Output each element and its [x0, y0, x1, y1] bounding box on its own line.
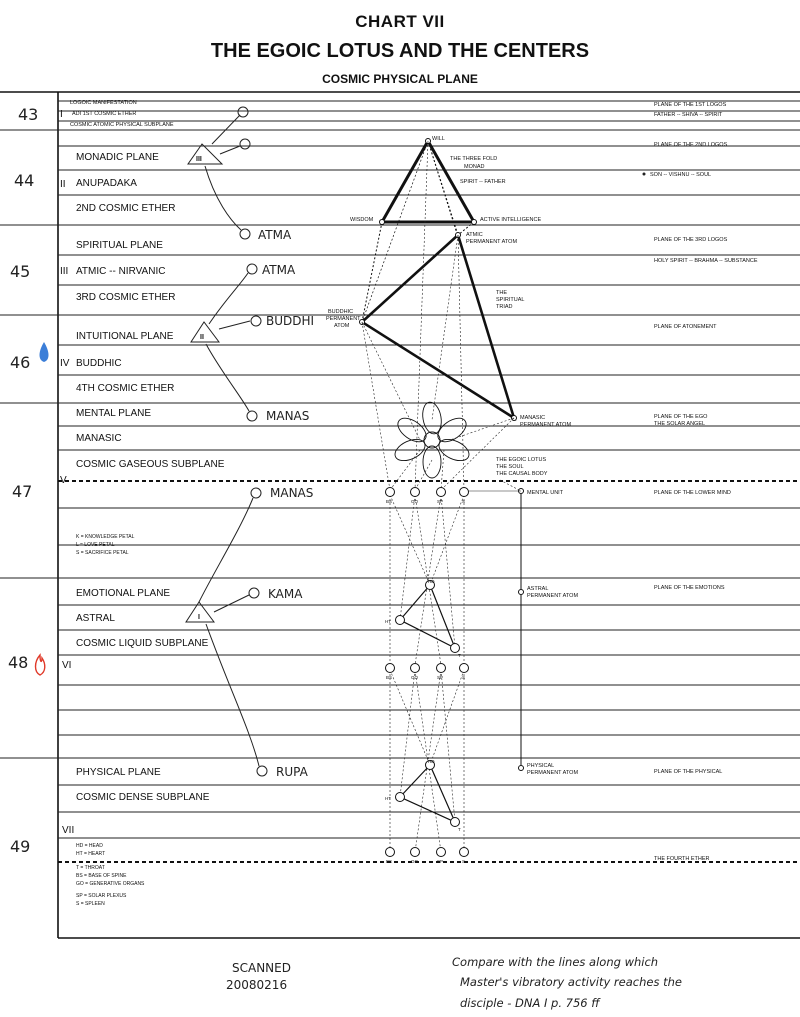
- label-lotus-1: THE EGOIC LOTUS: [496, 457, 547, 463]
- number-48: 48: [8, 653, 29, 672]
- label-will: WILL: [432, 136, 445, 142]
- hand-kama: KAMA: [268, 587, 303, 601]
- center-legend-ht: HT = HEART: [76, 851, 106, 857]
- hand-manas1: MANAS: [266, 409, 310, 423]
- center-circles: [386, 488, 469, 857]
- note-line-1: Compare with the lines along which: [452, 955, 659, 969]
- compare-note: [452, 955, 682, 1010]
- label-atmic: ATMIC -- NIRVANIC: [76, 266, 166, 277]
- roman-iii: III: [60, 266, 69, 277]
- chart-label: CHART VII: [355, 12, 445, 31]
- label-lotus-2: THE SOUL: [496, 464, 524, 470]
- center-legend-hd: HD = HEAD: [76, 843, 103, 849]
- hand-scanned: SCANNED: [232, 961, 291, 975]
- label-ht-astral: HT: [385, 619, 391, 624]
- label-manasic-atom-1: MANASIC: [520, 415, 546, 421]
- label-intuitional: INTUITIONAL PLANE: [76, 331, 174, 342]
- label-astral-atom-1: ASTRAL: [527, 586, 549, 592]
- label-cosmic-ether-2: 2ND COSMIC ETHER: [76, 203, 176, 214]
- label-adi: ADI 1ST COSMIC ETHER: [72, 111, 137, 117]
- right-solar-angel: THE SOLAR ANGEL: [654, 421, 706, 427]
- number-44: 44: [14, 171, 35, 190]
- roman-vii: VII: [62, 825, 75, 836]
- right-ego: PLANE OF THE EGO: [654, 414, 708, 420]
- chart-subtitle: COSMIC PHYSICAL PLANE: [322, 72, 478, 86]
- hand-atma2: ATMA: [262, 263, 296, 277]
- petal-legend-l: L = LOVE PETAL: [76, 542, 115, 548]
- label-triad-1: THE: [496, 290, 507, 296]
- label-logoic: LOGOIC MANIFESTATION: [70, 100, 137, 106]
- label-bs-mental: BS: [386, 499, 393, 504]
- right-logos1: PLANE OF THE 1ST LOGOS: [654, 102, 727, 108]
- center-triangles: [400, 585, 455, 822]
- label-s-astral: S: [462, 675, 466, 680]
- label-cosmic-liquid: COSMIC LIQUID SUBPLANE: [76, 638, 209, 649]
- label-cosmic-ether-3: 3RD COSMIC ETHER: [76, 292, 176, 303]
- roman-ii: II: [60, 179, 66, 190]
- right-physical: PLANE OF THE PHYSICAL: [654, 769, 723, 775]
- left-symbol-chain: [186, 107, 267, 776]
- hand-atma1: ATMA: [258, 228, 292, 242]
- right-son: SON -- VISHNU -- SOUL: [650, 172, 712, 178]
- label-physical: PHYSICAL PLANE: [76, 767, 161, 778]
- hand-manas2: MANAS: [270, 486, 314, 500]
- label-cosmic-gaseous: COSMIC GASEOUS SUBPLANE: [76, 459, 225, 470]
- roman-iv: IV: [60, 358, 70, 369]
- number-46: 46: [10, 353, 31, 372]
- right-fourth-ether: THE FOURTH ETHER: [654, 856, 710, 862]
- label-bs-astral: BS: [386, 675, 393, 680]
- label-sp-physical: SP: [437, 859, 444, 864]
- center-legend-sp: SP = SOLAR PLEXUS: [76, 893, 127, 899]
- label-physical-atom-2: PERMANENT ATOM: [527, 770, 579, 776]
- label-sp-mental: SP: [437, 499, 444, 504]
- right-father: FATHER -- SHIVA -- SPIRIT: [654, 112, 723, 118]
- center-legend-s: S = SPLEEN: [76, 901, 105, 907]
- label-cosmic-ether-4: 4TH COSMIC ETHER: [76, 383, 175, 394]
- circle-dot-kama: [249, 588, 259, 598]
- right-lower-mind: PLANE OF THE LOWER MIND: [654, 490, 731, 496]
- label-buddhic-atom-2: PERMANENT: [326, 316, 361, 322]
- label-astral-atom-2: PERMANENT ATOM: [527, 593, 579, 599]
- egoic-lotus: [392, 401, 473, 478]
- label-hd-physical: HD: [428, 759, 435, 764]
- handwritten-labels: [258, 228, 314, 779]
- label-mental: MENTAL PLANE: [76, 408, 152, 419]
- label-atmic-atom-1: ATMIC: [466, 232, 483, 238]
- label-go-physical: GO: [411, 859, 419, 864]
- circle-dot-atma1: [240, 229, 250, 239]
- label-go-mental: GO: [411, 499, 419, 504]
- label-spiritual: SPIRITUAL PLANE: [76, 240, 163, 251]
- hand-rupa: RUPA: [276, 765, 308, 779]
- number-47: 47: [12, 482, 33, 501]
- center-legend: [76, 843, 145, 907]
- label-ht-physical: HT: [385, 796, 391, 801]
- right-logos3: PLANE OF THE 3RD LOGOS: [654, 237, 728, 243]
- petal-legend-s: S = SACRIFICE PETAL: [76, 550, 129, 556]
- label-buddhic: BUDDHIC: [76, 358, 122, 369]
- label-manasic-atom-2: PERMANENT ATOM: [520, 422, 572, 428]
- right-logos2: PLANE OF THE 2ND LOGOS: [654, 142, 728, 148]
- circle-dot-atma2: [247, 264, 257, 274]
- label-astral: ASTRAL: [76, 613, 115, 624]
- center-abbrev-labels: [385, 499, 465, 864]
- triangle-iii: [188, 144, 222, 164]
- label-cosmic-dense: COSMIC DENSE SUBPLANE: [76, 792, 210, 803]
- left-numbers: [8, 105, 38, 856]
- label-atmic-atom-2: PERMANENT ATOM: [466, 239, 518, 245]
- center-legend-t: T = THROAT: [76, 865, 105, 871]
- circle-dot-manas2: [251, 488, 261, 498]
- chart-title: THE EGOIC LOTUS AND THE CENTERS: [210, 40, 590, 62]
- number-45: 45: [10, 262, 31, 281]
- label-buddhic-atom-3: ATOM: [334, 323, 350, 329]
- label-manasic: MANASIC: [76, 433, 122, 444]
- label-wisdom: WISDOM: [350, 217, 374, 223]
- central-labels: [326, 136, 578, 776]
- petal-legend-k: K = KNOWLEDGE PETAL: [76, 534, 135, 540]
- hand-buddhi: BUDDHI: [266, 314, 315, 328]
- label-mental-unit: MENTAL UNIT: [527, 490, 564, 496]
- circle-dot-2: [240, 139, 250, 149]
- label-lotus-3: THE CAUSAL BODY: [496, 471, 548, 477]
- label-triad-3: TRIAD: [496, 304, 513, 310]
- triad-triangle: [362, 235, 514, 418]
- label-s-mental: S: [462, 499, 466, 504]
- plane-labels: [70, 100, 225, 803]
- note-line-2: Master's vibratory activity reaches the: [460, 975, 682, 989]
- label-emotional: EMOTIONAL PLANE: [76, 588, 171, 599]
- label-hd-astral: HD: [428, 579, 435, 584]
- flame-icon: [36, 655, 45, 675]
- right-holy: HOLY SPIRIT -- BRAHMA -- SUBSTANCE: [654, 258, 758, 264]
- label-spirit-father: SPIRIT -- FATHER: [460, 179, 506, 185]
- label-physical-atom-1: PHYSICAL: [527, 763, 555, 769]
- right-emotions: PLANE OF THE EMOTIONS: [654, 585, 725, 591]
- label-go-astral: GO: [411, 675, 419, 680]
- label-buddhic-atom-1: BUDDHIC: [328, 309, 354, 315]
- label-s-physical: S: [462, 859, 466, 864]
- circle-dot-manas1: [247, 411, 257, 421]
- triangle-numerals: [196, 156, 204, 621]
- roman-v: V: [60, 475, 67, 486]
- label-cosmic-atomic: COSMIC ATOMIC PHYSICAL SUBPLANE: [70, 122, 174, 128]
- tri-i-label: I: [198, 614, 200, 621]
- number-49: 49: [10, 837, 31, 856]
- roman-vi: VI: [62, 660, 72, 671]
- label-triad-2: SPIRITUAL: [496, 297, 525, 303]
- label-t-physical: T: [458, 827, 461, 832]
- label-anupadaka: ANUPADAKA: [76, 178, 137, 189]
- label-sp-astral: SP: [437, 675, 444, 680]
- label-active-intel: ACTIVE INTELLIGENCE: [480, 217, 542, 223]
- hand-date: 20080216: [226, 978, 288, 992]
- ether-dashed-lines: [58, 481, 800, 862]
- label-t-astral: T: [458, 653, 461, 658]
- water-drop-icon: [40, 342, 49, 362]
- frame: [0, 92, 800, 938]
- son-bullet: [643, 173, 646, 176]
- circle-dot-buddhi: [251, 316, 261, 326]
- roman-numerals: [60, 109, 74, 836]
- scan-stamp: [226, 961, 291, 992]
- triangle-ii: [191, 322, 219, 342]
- label-bs-physical: BS: [386, 859, 393, 864]
- note-line-3: disciple - DNA I p. 756 ff: [460, 996, 600, 1010]
- label-monadic: MONADIC PLANE: [76, 152, 159, 163]
- roman-i: I: [60, 109, 63, 120]
- tri-iii-label: III: [196, 156, 202, 163]
- label-three-fold: THE THREE FOLD: [450, 156, 498, 162]
- circle-dot-rupa: [257, 766, 267, 776]
- right-atonement: PLANE OF ATONEMENT: [654, 324, 717, 330]
- center-legend-go: GO = GENERATIVE ORGANS: [76, 881, 145, 887]
- center-legend-bs: BS = BASE OF SPINE: [76, 873, 127, 879]
- tri-ii-label: II: [200, 334, 204, 341]
- number-43: 43: [18, 105, 39, 124]
- label-monad: MONAD: [464, 164, 485, 170]
